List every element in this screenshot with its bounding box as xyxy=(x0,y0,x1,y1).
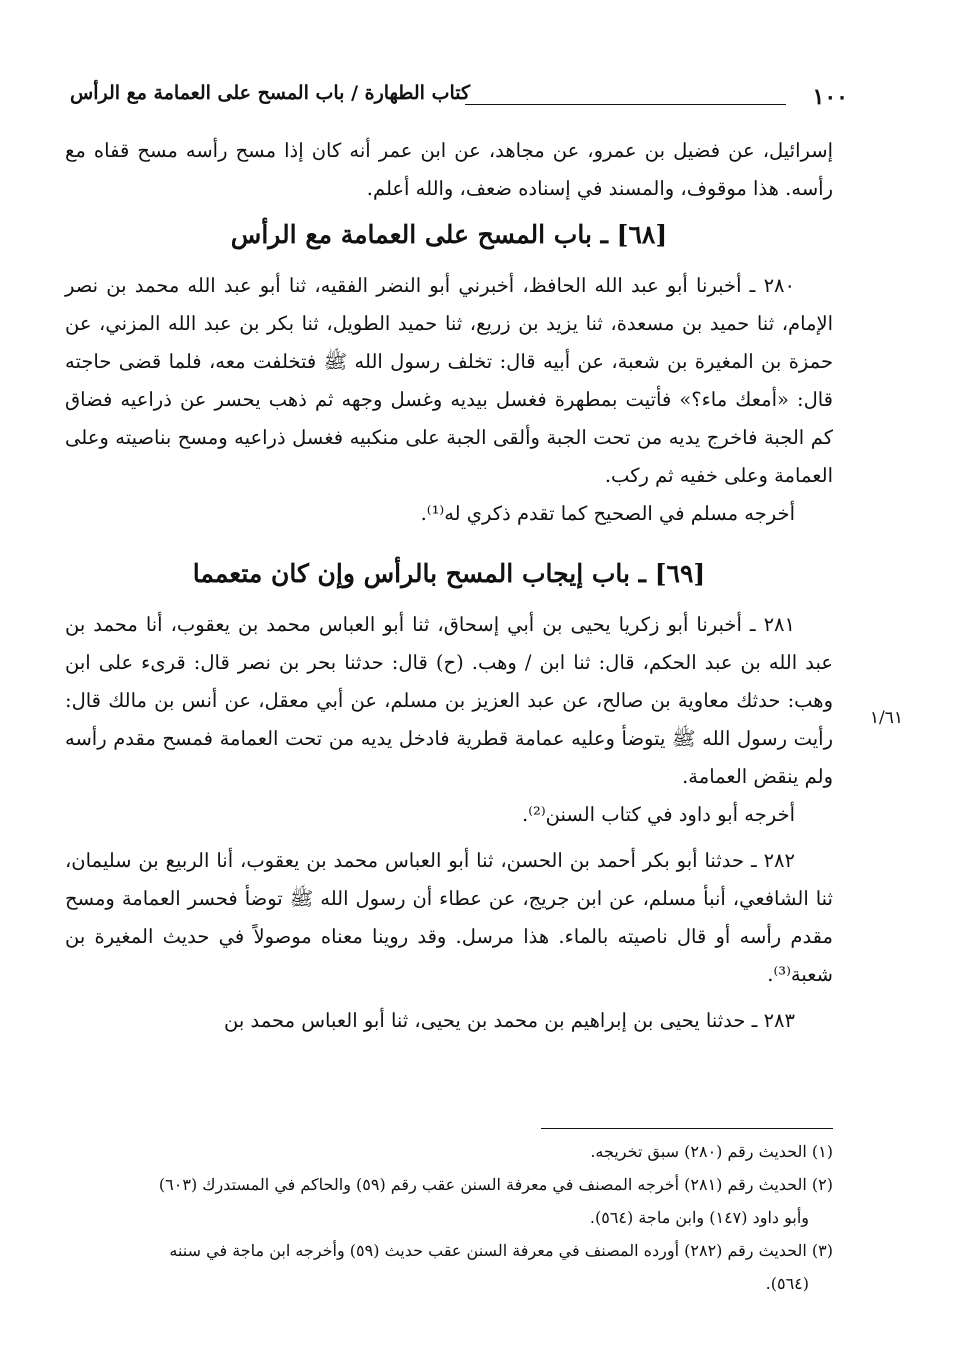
hadith-282: ٢٨٢ ـ حدثنا أبو بكر أحمد بن الحسن، ثنا أبو العباس محمد بن يعقوب، أنا الربيع بن سليمان، ثنا الشافعي، أنبأ مسلم، عن ابن جريج، عن عطاء أن رسول الله ﷺ توضأ فحسر العمامة ومسح مقدم رأسه أو قال ناصيته بالماء. هذا مرسل. وقد روينا معناه موصولاً في حديث المغيرة بن شعبة⁽³⁾. xyxy=(65,849,833,986)
intro-paragraph: إسرائيل، عن فضيل بن عمرو، عن مجاهد، عن ابن عمر أنه كان إذا مسح رأسه مسح قفاه مع رأسه. هذا موقوف، والمسند في إسناده ضعف، والله أعلم. xyxy=(65,139,833,200)
takhrij-280: أخرجه مسلم في الصحيح كما تقدم ذكري له⁽¹⁾. xyxy=(420,502,795,525)
hadith-283: ٢٨٣ ـ حدثنا يحيى بن إبراهيم بن محمد بن يحيى، ثنا أبو العباس محمد بن xyxy=(224,1009,795,1032)
running-head: كتاب الطهارة / باب المسح على العمامة مع الرأس xyxy=(70,82,471,104)
section-heading-68: [٦٨] ـ باب المسح على العمامة مع الرأس xyxy=(230,220,668,249)
page-number: ١٠٠ xyxy=(812,84,848,110)
footnote-3: (٣) الحديث رقم (٢٨٢) أورده المصنف في معرفة السنن عقب حديث (٥٩) وأخرجه ابن ماجة في سننه xyxy=(169,1241,833,1260)
page-body xyxy=(65,132,833,1040)
margin-folio-note: ١/٦١ xyxy=(869,708,903,728)
takhrij-281: أخرجه أبو داود في كتاب السنن⁽²⁾. xyxy=(522,803,795,826)
footnote-2-continued: وأبو داود (١٤٧) وابن ماجة (٥٦٤). xyxy=(589,1208,809,1227)
footnote-rule xyxy=(541,1128,833,1129)
section-heading-69: [٦٩] ـ باب إيجاب المسح بالرأس وإن كان متعمما xyxy=(192,559,706,588)
hadith-280: ٢٨٠ ـ أخبرنا أبو عبد الله الحافظ، أخبرني أبو النضر الفقيه، ثنا أبو عبد الله محمد بن نصر الإمام، ثنا حميد بن مسعدة، ثنا يزيد بن زريع، ثنا حميد الطويل، ثنا بكر بن عبد الله المزني، عن حمزة بن المغيرة بن شعبة، عن أبيه قال: تخلف رسول الله ﷺ فتخلفت معه، فلما قضى حاجته قال: «أمعك ماء؟» فأتيت بمطهرة فغسل بيديه وغسل وجهه ثم ذهب يحسر عن ذراعيه فضاق كم الجبة فاخرج يديه من تحت الجبة وألقى الجبة على منكبيه فغسل ذراعيه ومسح بناصيته وعلى العمامة وعلى خفيه ثم ركب. xyxy=(65,274,833,487)
hadith-281: ٢٨١ ـ أخبرنا أبو زكريا يحيى بن أبي إسحاق، ثنا أبو العباس محمد بن يعقوب، أنا محمد بن عبد الله بن عبد الحكم، قال: ثنا ابن / وهب. (ح) قال: حدثنا بحر بن نصر قال: قرىء على ابن وهب: حدثك معاوية بن صالح، عن عبد العزيز بن مسلم، عن أبي معقل، عن أنس بن مالك قال: رأيت رسول الله ﷺ يتوضأ وعليه عمامة قطرية فادخل يديه من تحت العمامة فمسح مقدم رأسه ولم ينقض العمامة. xyxy=(65,613,833,788)
footnote-2: (٢) الحديث رقم (٢٨١) أخرجه المصنف في معرفة السنن عقب رقم (٥٩) والحاكم في المستدرك (٦٠٣) xyxy=(158,1175,833,1194)
footnote-1: (١) الحديث رقم (٢٨٠) سبق تخريجه. xyxy=(590,1142,833,1161)
footnote-3-continued: (٥٦٤). xyxy=(765,1274,809,1293)
page-header xyxy=(70,82,848,116)
footnotes xyxy=(65,1128,833,1300)
header-rule xyxy=(465,104,786,105)
